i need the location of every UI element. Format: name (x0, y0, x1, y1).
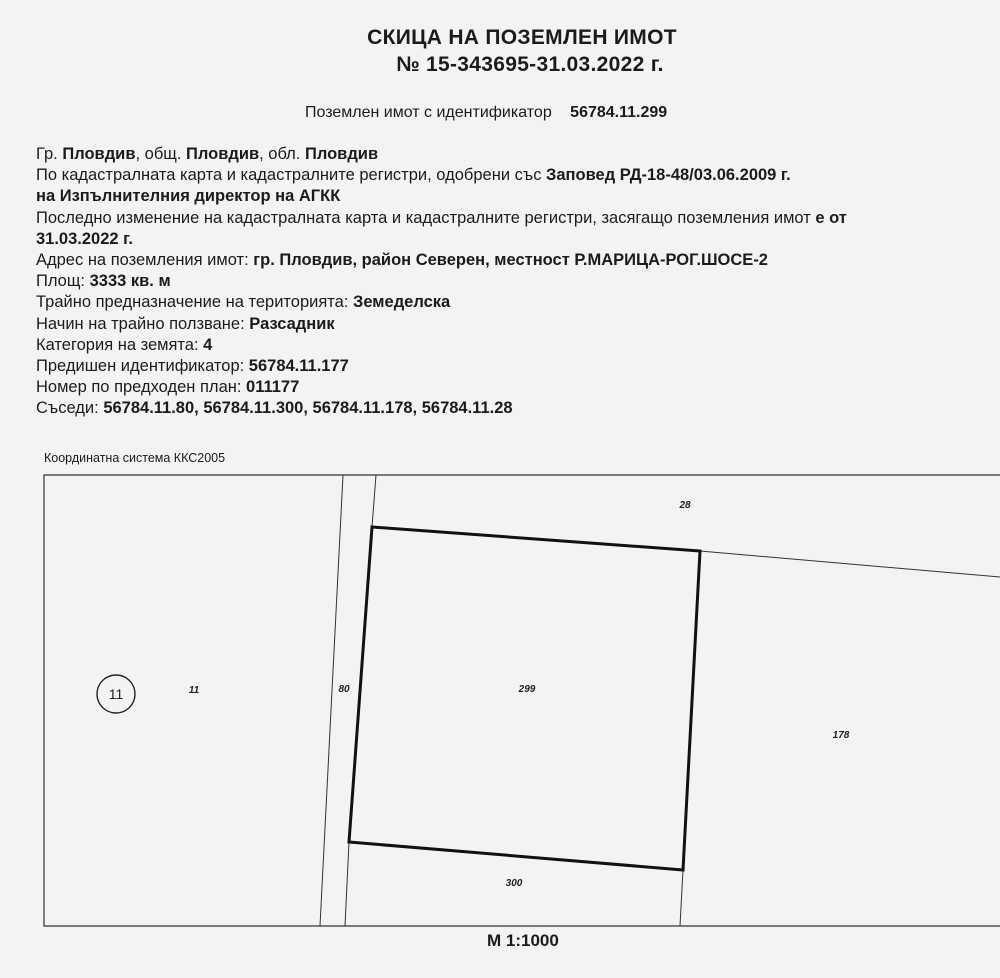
parcel-label-299: 299 (518, 684, 536, 695)
document-number: № 15-343695-31.03.2022 г. (396, 53, 664, 76)
previous-plan-label: Номер по предходен план: (36, 378, 247, 397)
text: е от (815, 208, 847, 227)
previous-id-value: 56784.11.177 (248, 357, 349, 376)
identifier-label: Поземлен имот с идентификатор (305, 104, 552, 121)
municipality: Пловдив (186, 145, 260, 163)
purpose-label: Трайно предназначение на територията: (36, 293, 354, 312)
circle-label: 11 (108, 686, 124, 702)
parcel-boundary-bottom-left (345, 842, 349, 926)
city: Пловдив (62, 145, 136, 163)
usage-value: Разсадник (249, 314, 335, 333)
text: По кадастралната карта и кадастралните регистри, одобрени със (36, 166, 547, 185)
area-value: 3333 кв. м (89, 272, 171, 291)
parcel-299-boundary (349, 527, 700, 870)
text: Последно изменение на кадастралната карта и кадастралните регистри, засягащо поземления имот (36, 208, 816, 227)
text: , обл. (259, 145, 305, 163)
last-change-date: 31.03.2022 г. (36, 229, 133, 248)
document-title: СКИЦА НА ПОЗЕМЛЕН ИМОТ (367, 26, 677, 49)
category-value: 4 (203, 335, 213, 354)
parcel-label-300: 300 (505, 878, 523, 889)
parcel-label-11: 11 (188, 685, 200, 696)
parcel-label-80: 80 (338, 684, 350, 695)
address-value: гр. Пловдив, район Северен, местност Р.МАРИЦА-РОГ.ШОСЕ-2 (253, 251, 768, 270)
region: Пловдив (304, 145, 379, 163)
parcel-boundary-bottom-right (680, 870, 683, 926)
map-scale: М 1:1000 (487, 931, 559, 950)
parcel-label-28: 28 (679, 500, 691, 511)
previous-plan-value: 011177 (246, 378, 300, 397)
road-boundary-left (320, 475, 343, 926)
map-frame (44, 475, 1000, 926)
road-boundary-right (372, 475, 376, 527)
text: Гр. (36, 145, 63, 163)
text: , общ. (135, 145, 187, 163)
previous-id-label: Предишен идентификатор: (36, 357, 249, 376)
coordinate-system-label: Координатна система ККС2005 (44, 451, 226, 465)
parcel-label-178: 178 (832, 730, 850, 741)
area-label: Площ: (36, 272, 90, 291)
neighbours-label: Съседи: (36, 399, 104, 418)
parcel-boundary-east (700, 551, 1000, 577)
identifier-value: 56784.11.299 (570, 104, 668, 121)
neighbours-value: 56784.11.80, 56784.11.300, 56784.11.178, 56784.11.28 (103, 399, 513, 418)
order-number: Заповед РД-18-48/03.06.2009 г. (546, 166, 791, 185)
usage-label: Начин на трайно ползване: (36, 314, 250, 333)
address-label: Адрес на поземления имот: (36, 251, 254, 270)
category-label: Категория на земята: (36, 335, 204, 354)
purpose-value: Земеделска (353, 293, 451, 312)
agency: на Изпълнителния директор на АГКК (36, 187, 341, 206)
